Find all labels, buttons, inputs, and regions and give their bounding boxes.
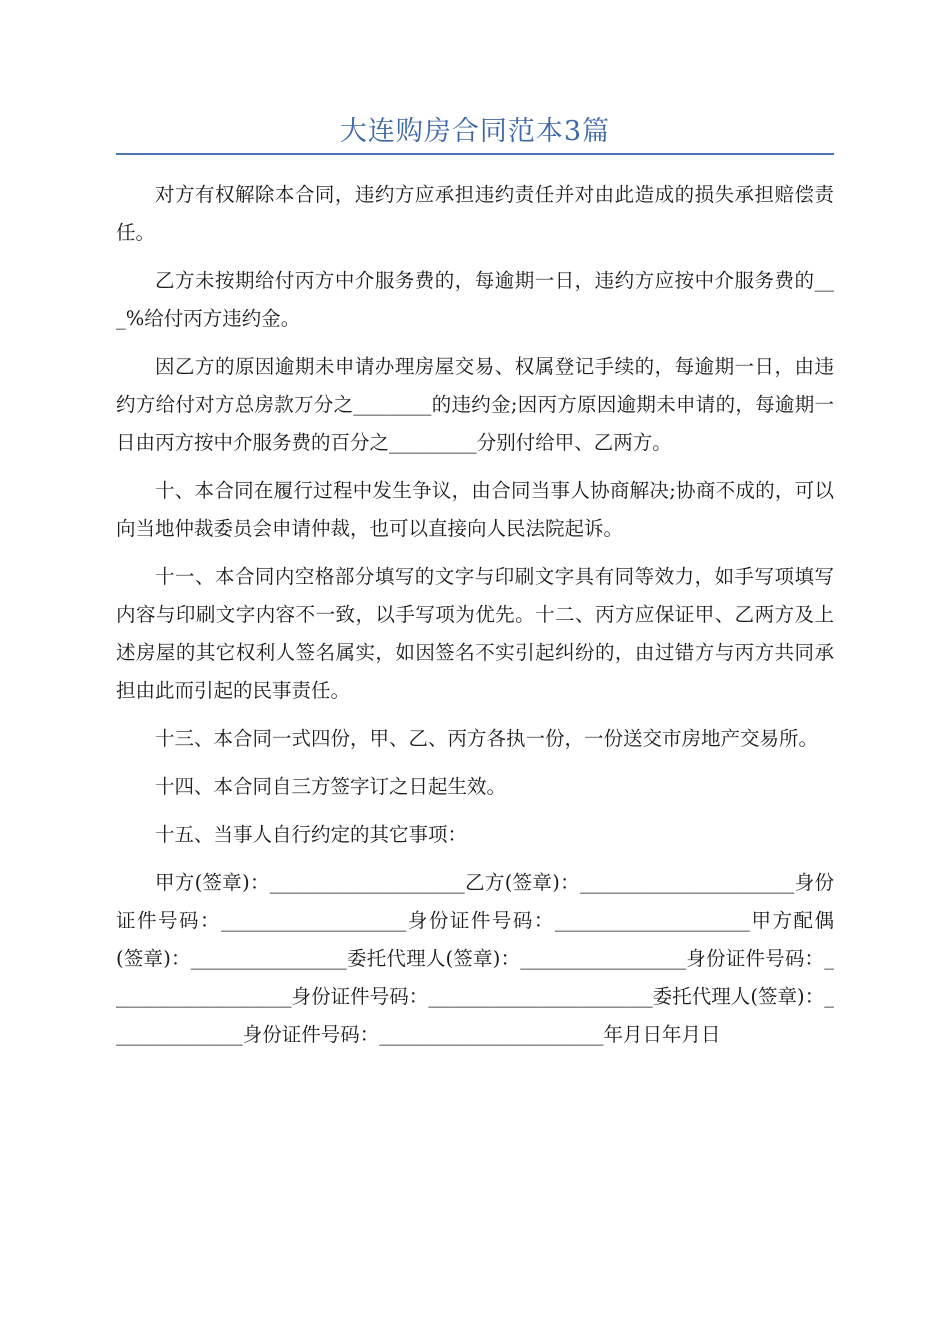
paragraph-dispute-resolution: 十、本合同在履行过程中发生争议，由合同当事人协商解决;协商不成的，可以向当地仲裁委员会申请仲裁，也可以直接向人民法院起诉。 — [116, 479, 834, 540]
document-body — [116, 176, 834, 1064]
paragraph-handwritten-priority: 十一、本合同内空格部分填写的文字与印刷文字具有同等效力，如手写项填写内容与印刷文字内容不一致，以手写项为优先。十二、丙方应保证甲、乙两方及上述房屋的其它权利人签名属实，如因签名不实引起纠纷的，由过错方与丙方共同承担由此而引起的民事责任。 — [116, 565, 834, 702]
paragraph-registration-delay: 因乙方的原因逾期未申请办理房屋交易、权属登记手续的，每逾期一日，由违约方给付对方总房款万分之________的违约金;因丙方原因逾期未申请的，每逾期一日由丙方按中介服务费的百分之_________分别付给甲、乙两方。 — [116, 355, 834, 454]
title-underline — [116, 153, 834, 155]
paragraph-other-matters: 十五、当事人自行约定的其它事项： — [155, 823, 468, 846]
document-title: 大连购房合同范本3篇 — [339, 116, 611, 147]
paragraph-copies: 十三、本合同一式四份，甲、乙、丙方各执一份，一份送交市房地产交易所。 — [155, 727, 819, 750]
signature-block: 甲方(签章)：____________________乙方(签章)：______________________身份证件号码：___________________身份证件号码：____________________甲方配偶(签章)：________________委托代理人(签章)：_________________身份证件号码：___________________身份证件号码：_______________________委托代理人(签章)：______________身份证件号码：_______________________年月日年月日 — [116, 871, 834, 1046]
paragraph-effective-date: 十四、本合同自三方签字订之日起生效。 — [155, 775, 507, 798]
paragraph-termination: 对方有权解除本合同，违约方应承担违约责任并对由此造成的损失承担赔偿责任。 — [116, 183, 834, 244]
paragraph-service-fee-penalty: 乙方未按期给付丙方中介服务费的，每逾期一日，违约方应按中介服务费的___%给付丙方违约金。 — [116, 269, 834, 330]
